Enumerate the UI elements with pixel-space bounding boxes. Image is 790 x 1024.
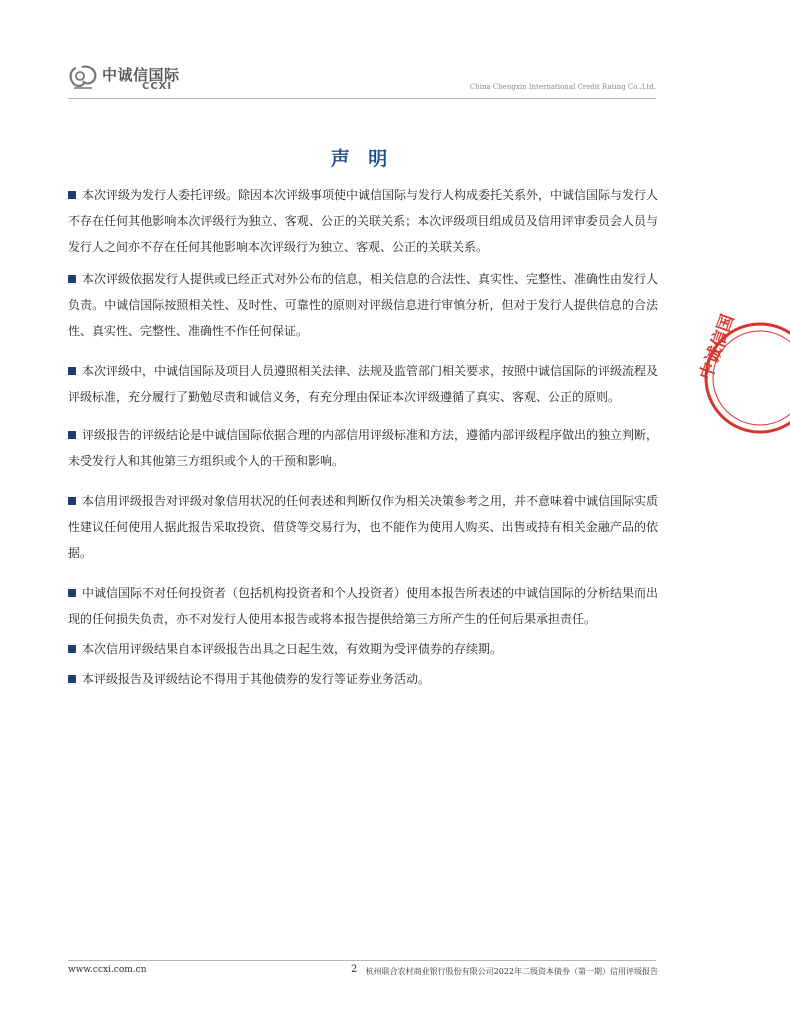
square-bullet-icon	[68, 275, 76, 283]
declaration-paragraph	[68, 488, 658, 566]
declaration-paragraph	[68, 636, 658, 662]
footer-website-link[interactable]: www.ccxi.com.cn	[68, 965, 147, 975]
header-divider	[68, 98, 656, 99]
ccxi-logo-mark-icon	[68, 64, 98, 90]
declaration-paragraph	[68, 580, 658, 632]
paragraph-text: 中诚信国际不对任何投资者（包括机构投资者和个人投资者）使用本报告所表述的中诚信国际的分析结果而出现的任何损失负责，亦不对发行人使用本报告或将本报告提供给第三方所产生的任何后果承担责任。	[68, 586, 659, 626]
company-seal-stamp	[696, 311, 790, 438]
company-english-name: China Chengxin International Credit Rating Co.,Ltd.	[469, 83, 656, 91]
declaration-paragraph	[68, 666, 658, 692]
page-number: 2	[351, 964, 358, 975]
logo-english-name: CCXI	[142, 81, 173, 92]
footer-divider	[68, 960, 656, 961]
square-bullet-icon	[68, 497, 76, 505]
paragraph-text: 本次评级依据发行人提供或已经正式对外公布的信息，相关信息的合法性、真实性、完整性、准确性由发行人负责。中诚信国际按照相关性、及时性、可靠性的原则对评级信息进行审慎分析，但对于发行人提供信息的合法性、真实性、完整性、准确性不作任何保证。	[68, 272, 659, 338]
paragraph-text: 评级报告的评级结论是中诚信国际依据合理的内部信用评级标准和方法，遵循内部评级程序做出的独立判断，未受发行人和其他第三方组织或个人的干预和影响。	[68, 428, 659, 468]
ccxi-logo	[68, 62, 188, 94]
paragraph-text: 本评级报告及评级结论不得用于其他债券的发行等证券业务活动。	[82, 672, 431, 686]
page-title: 声 明	[330, 148, 394, 170]
footer-report-title: 杭州联合农村商业银行股份有限公司2022年二级资本债券（第一期）信用评级报告	[365, 967, 658, 976]
declaration-paragraph	[68, 358, 658, 410]
paragraph-text: 本次信用评级结果自本评级报告出具之日起生效，有效期为受评债券的存续期。	[82, 642, 503, 656]
square-bullet-icon	[68, 675, 76, 683]
page-header	[68, 62, 656, 98]
paragraph-text: 本次评级为发行人委托评级。除因本次评级事项使中诚信国际与发行人构成委托关系外，中诚信国际与发行人不存在任何其他影响本次评级行为独立、客观、公正的关联关系；本次评级项目组成员及信用评审委员会人员与发行人之间亦不存在任何其他影响本次评级行为独立、客观、公正的关联关系。	[68, 188, 659, 254]
declaration-paragraph	[68, 266, 658, 344]
paragraph-text: 本信用评级报告对评级对象信用状况的任何表述和判断仅作为相关决策参考之用，并不意味着中诚信国际实质性建议任何使用人据此报告采取投资、借贷等交易行为，也不能作为使用人购买、出售或持有相关金融产品的依据。	[68, 494, 659, 560]
declaration-body	[68, 182, 658, 698]
square-bullet-icon	[68, 431, 76, 439]
square-bullet-icon	[68, 191, 76, 199]
declaration-paragraph	[68, 182, 658, 260]
svg-text:中诚信国: 中诚信国	[696, 311, 739, 383]
declaration-paragraph	[68, 422, 658, 474]
paragraph-text: 本次评级中，中诚信国际及项目人员遵照相关法律、法规及监管部门相关要求，按照中诚信国际的评级流程及评级标准，充分履行了勤勉尽责和诚信义务，有充分理由保证本次评级遵循了真实、客观、公正的原则。	[68, 364, 659, 404]
square-bullet-icon	[68, 367, 76, 375]
logo-chinese-name: 中诚信国际	[102, 66, 180, 84]
square-bullet-icon	[68, 589, 76, 597]
square-bullet-icon	[68, 645, 76, 653]
